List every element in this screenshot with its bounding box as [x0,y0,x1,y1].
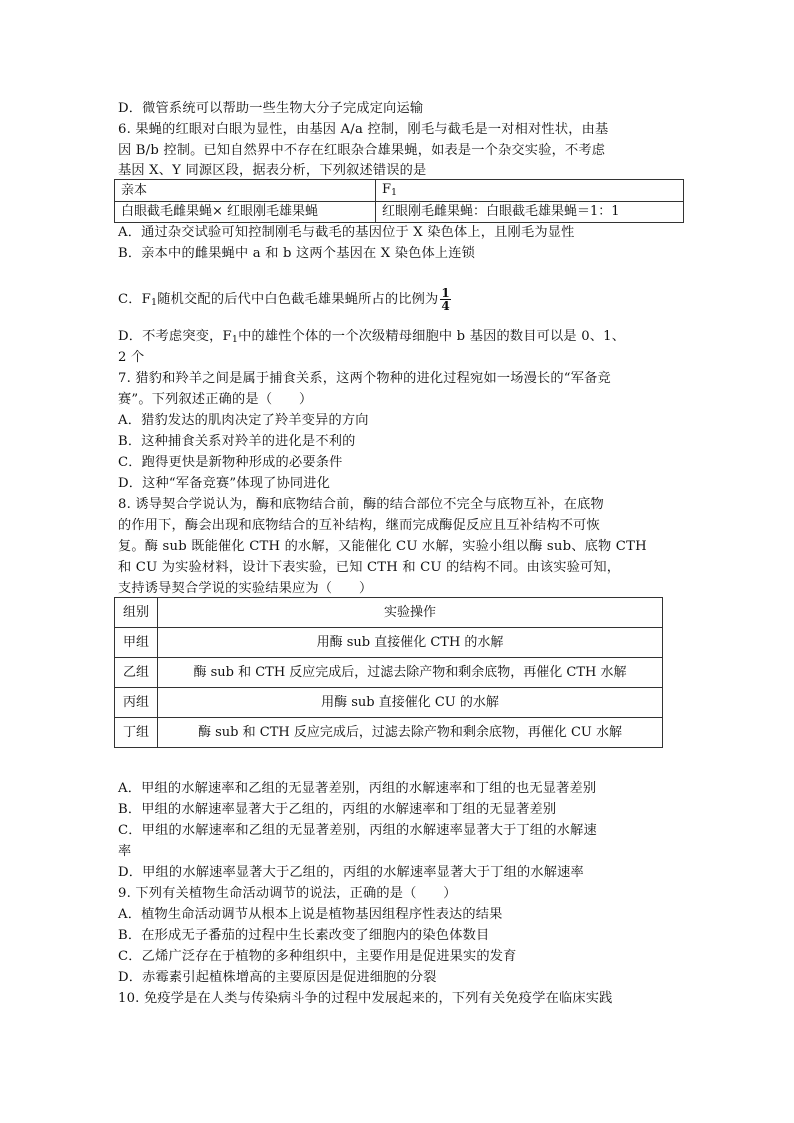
question-8-line-1: 8. 诱导契合学说认为，酶和底物结合前，酶的结合部位不完全与底物互补，在底物 [118,497,604,512]
option-8b: B．甲组的水解速率显著大于乙组的，丙组的水解速率和丁组的无显著差别 [118,802,557,817]
option-6a: A．通过杂交试验可知控制刚毛与截毛的基因位于 X 染色体上，且刚毛为显性 [118,225,575,240]
table-row [115,658,663,688]
question-9: 9. 下列有关植物生命活动调节的说法，正确的是（ ） [118,886,457,901]
option-9a: A．植物生命活动调节从根本上说是植物基因组程序性表达的结果 [118,907,503,922]
option-8d: D．甲组的水解速率显著大于乙组的，丙组的水解速率显著大于丁组的水解速率 [118,865,584,880]
table-header-group: 组别 [115,598,158,628]
table-cell-group: 丁组 [115,718,158,748]
option-7d: D．这种“军备竞赛”体现了协同进化 [118,476,331,491]
question-8-line-4: 和 CU 为实验材料，设计下表实验，已知 CTH 和 CU 的结构不同。由该实验可知， [118,560,621,575]
option-8a: A．甲组的水解速率和乙组的无显著差别，丙组的水解速率和丁组的也无显著差别 [118,781,597,796]
table-cell-operation: 酶 sub 和 CTH 反应完成后，过滤去除产物和剩余底物，再催化 CU 水解 [158,718,663,748]
table-cell-f1-result: 红眼刚毛雌果蝇：白眼截毛雄果蝇＝1：1 [376,202,684,223]
table-row [115,688,663,718]
table-header-parent: 亲本 [115,180,376,202]
option-9c: C．乙烯广泛存在于植物的多种组织中，主要作用是促进果实的发育 [118,949,517,964]
option-6c: C．F1随机交配的后代中白色截毛雄果蝇所占的比例为 $\frac{1}{4}$ [118,286,450,313]
question-8-line-2: 的作用下，酶会出现和底物结合的互补结构，继而完成酶促反应且互补结构不可恢 [118,518,600,533]
enzyme-experiment-table [114,597,663,748]
table-row [115,628,663,658]
option-9d: D．赤霉素引起植株增高的主要原因是促进细胞的分裂 [118,970,437,985]
table-row [115,202,684,223]
option-8c-cont: 率 [118,844,132,859]
option-6d-cont: 2 个 [118,350,145,365]
table-row [115,180,684,202]
cross-experiment-table [114,179,684,223]
question-8-line-3: 复。酶 sub 既能催化 CTH 的水解，又能催化 CU 水解，实验小组以酶 sub、底物 CTH [118,539,647,554]
question-10: 10. 免疫学是在人类与传染病斗争的过程中发展起来的，下列有关免疫学在临床实践 [118,991,613,1006]
option-7c: C．跑得更快是新物种形成的必要条件 [118,455,343,470]
table-cell-operation: 用酶 sub 直接催化 CU 的水解 [158,688,663,718]
question-6-line-1: 6. 果蝇的红眼对白眼为显性，由基因 A/a 控制，刚毛与截毛是一对相对性状，由基 [118,122,609,137]
question-8-line-5: 支持诱导契合学说的实验结果应为（ ） [118,581,373,596]
option-7a: A．猎豹发达的肌肉决定了羚羊变异的方向 [118,413,369,428]
option-9b: B．在形成无子番茄的过程中生长素改变了细胞内的染色体数目 [118,928,490,943]
option-6b: B．亲本中的雌果蝇中 a 和 b 这两个基因在 X 染色体上连锁 [118,246,476,261]
table-cell-parent-cross: 白眼截毛雌果蝇× 红眼刚毛雄果蝇 [115,202,376,223]
table-cell-group: 丙组 [115,688,158,718]
question-6-line-3: 基因 X、Y 同源区段，据表分析，下列叙述错误的是 [118,163,427,178]
option-8c: C．甲组的水解速率和乙组的无显著差别，丙组的水解速率显著大于丁组的水解速 [118,823,597,838]
question-7-line-1: 7. 猎豹和羚羊之间是属于捕食关系，这两个物种的进化过程宛如一场漫长的“军备竞 [118,371,611,386]
question-6-line-2: 因 B/b 控制。已知自然界中不存在红眼杂合雄果蝇，如表是一个杂交实验，不考虑 [118,143,606,158]
table-row [115,718,663,748]
table-row [115,598,663,628]
option-7b: B．这种捕食关系对羚羊的进化是不利的 [118,434,356,449]
table-cell-group: 乙组 [115,658,158,688]
table-cell-group: 甲组 [115,628,158,658]
table-header-operation: 实验操作 [158,598,663,628]
table-header-f1: F1 [376,180,684,202]
question-7-line-2: 赛”。下列叙述正确的是（ ） [118,392,313,407]
table-cell-operation: 用酶 sub 直接催化 CTH 的水解 [158,628,663,658]
fraction: $\frac{1}{4}$ [441,286,450,313]
table-cell-operation: 酶 sub 和 CTH 反应完成后，过滤去除产物和剩余底物，再催化 CTH 水解 [158,658,663,688]
option-6d: D．不考虑突变，F1中的雄性个体的一个次级精母细胞中 b 基因的数目可以是 0、1、 [118,329,626,345]
option-5d: D．微管系统可以帮助一些生物大分子完成定向运输 [118,101,424,116]
